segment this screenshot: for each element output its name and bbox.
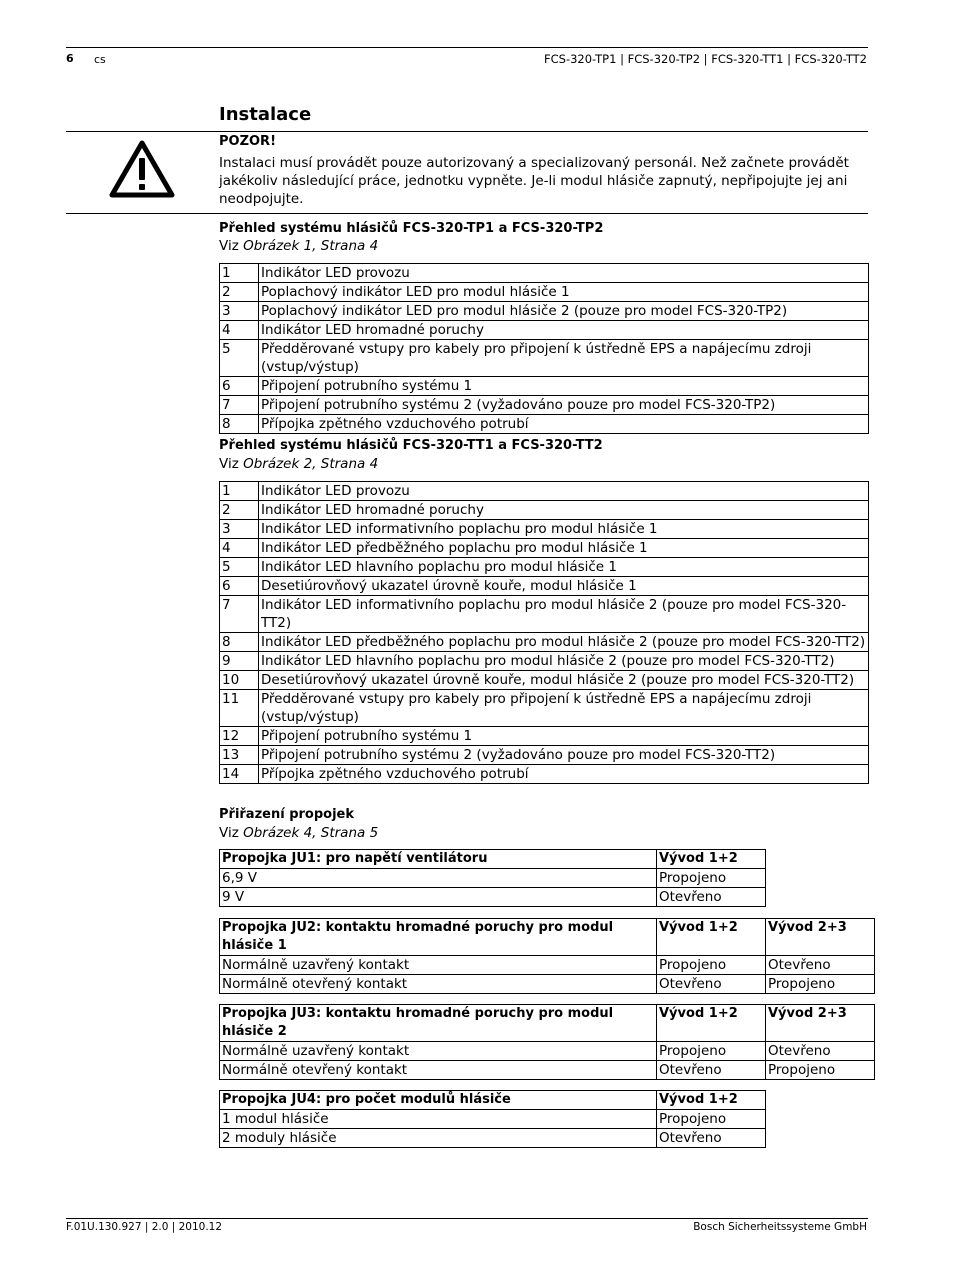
table-row — [220, 975, 875, 994]
item-number: 5 — [220, 558, 259, 577]
item-number: 9 — [220, 652, 259, 671]
table-cell: Propojeno — [657, 1042, 766, 1061]
table-header-row — [220, 1091, 766, 1110]
item-description: Přípojka zpětného vzduchového potrubí — [259, 415, 869, 434]
table-cell: Otevřeno — [657, 1061, 766, 1080]
table-row — [220, 869, 766, 888]
table-cell: 9 V — [220, 888, 657, 907]
table-row — [220, 1129, 766, 1148]
column-header: Propojka JU4: pro počet modulů hlásiče — [220, 1091, 657, 1110]
table-row — [220, 415, 869, 434]
item-description: Připojení potrubního systému 1 — [259, 377, 869, 396]
warning-top-rule — [66, 131, 868, 132]
table-row — [220, 888, 766, 907]
item-description: Indikátor LED informativního poplachu pro modul hlásiče 2 (pouze pro model FCS-320-TT2) — [259, 596, 869, 633]
item-description: Připojení potrubního systému 2 (vyžadováno pouze pro model FCS-320-TP2) — [259, 396, 869, 415]
item-number: 4 — [220, 539, 259, 558]
column-header: Vývod 1+2 — [657, 1005, 766, 1042]
table-cell: Otevřeno — [657, 888, 766, 907]
table-row — [220, 558, 869, 577]
item-description: Připojení potrubního systému 1 — [259, 727, 869, 746]
footer-rule — [66, 1218, 868, 1219]
table-row — [220, 501, 869, 520]
item-description: Indikátor LED předběžného poplachu pro modul hlásiče 1 — [259, 539, 869, 558]
header-rule — [66, 47, 868, 48]
item-number: 11 — [220, 690, 259, 727]
table-cell: Otevřeno — [766, 1042, 875, 1061]
item-number: 5 — [220, 340, 259, 377]
table-row — [220, 671, 869, 690]
table-row — [220, 377, 869, 396]
table-row — [220, 746, 869, 765]
footer-company: Bosch Sicherheitssysteme GmbH — [693, 1221, 867, 1233]
table-row — [220, 727, 869, 746]
column-header: Vývod 1+2 — [657, 1091, 766, 1110]
language-code: cs — [94, 53, 106, 66]
table-row — [220, 520, 869, 539]
table-row — [220, 340, 869, 377]
warning-heading: POZOR! — [219, 134, 276, 149]
item-number: 3 — [220, 302, 259, 321]
column-header: Vývod 1+2 — [657, 850, 766, 869]
table-row — [220, 1042, 875, 1061]
table-row — [220, 652, 869, 671]
item-number: 8 — [220, 415, 259, 434]
item-description: Indikátor LED hlavního poplachu pro modul hlásiče 2 (pouze pro model FCS-320-TT2) — [259, 652, 869, 671]
column-header: Vývod 2+3 — [766, 919, 875, 956]
table-cell: Normálně uzavřený kontakt — [220, 956, 657, 975]
table-row — [220, 765, 869, 784]
item-description: Předděrované vstupy pro kabely pro připojení k ústředně EPS a napájecímu zdroji (vstup/výstup) — [259, 340, 869, 377]
section-tp-title: Přehled systému hlásičů FCS-320-TP1 a FCS-320-TP2 — [219, 221, 604, 236]
table-row — [220, 1061, 875, 1080]
table-header-row — [220, 1005, 875, 1042]
item-number: 4 — [220, 321, 259, 340]
section-jumpers-reference: Viz Obrázek 4, Strana 5 — [219, 825, 379, 841]
item-number: 6 — [220, 377, 259, 396]
page-title: Instalace — [219, 104, 312, 125]
item-description: Indikátor LED provozu — [259, 264, 869, 283]
item-description: Poplachový indikátor LED pro modul hlásiče 2 (pouze pro model FCS-320-TP2) — [259, 302, 869, 321]
table-row — [220, 321, 869, 340]
tp-components-table — [219, 263, 869, 434]
table-cell: Otevřeno — [657, 1129, 766, 1148]
item-description: Indikátor LED hromadné poruchy — [259, 501, 869, 520]
item-number: 8 — [220, 633, 259, 652]
table-row — [220, 577, 869, 596]
footer-document-id: F.01U.130.927 | 2.0 | 2010.12 — [66, 1221, 223, 1233]
item-number: 6 — [220, 577, 259, 596]
item-description: Desetiúrovňový ukazatel úrovně kouře, modul hlásiče 1 — [259, 577, 869, 596]
header-models: FCS-320-TP1 | FCS-320-TP2 | FCS-320-TT1 | FCS-320-TT2 — [544, 52, 867, 66]
table-header-row — [220, 919, 875, 956]
item-description: Indikátor LED hlavního poplachu pro modul hlásiče 1 — [259, 558, 869, 577]
jumper-ju4-table — [219, 1090, 766, 1148]
section-jumpers-title: Přiřazení propojek — [219, 807, 355, 822]
item-description: Předděrované vstupy pro kabely pro připojení k ústředně EPS a napájecímu zdroji (vstup/výstup) — [259, 690, 869, 727]
table-row — [220, 302, 869, 321]
table-cell: Propojeno — [657, 869, 766, 888]
item-description: Přípojka zpětného vzduchového potrubí — [259, 765, 869, 784]
jumper-ju1-table — [219, 849, 766, 907]
tt-components-table — [219, 481, 869, 784]
table-row — [220, 482, 869, 501]
table-row — [220, 264, 869, 283]
item-description: Desetiúrovňový ukazatel úrovně kouře, modul hlásiče 2 (pouze pro model FCS-320-TT2) — [259, 671, 869, 690]
table-cell: Normálně uzavřený kontakt — [220, 1042, 657, 1061]
table-row — [220, 283, 869, 302]
warning-triangle-icon — [108, 138, 176, 200]
section-tt-title: Přehled systému hlásičů FCS-320-TT1 a FCS-320-TT2 — [219, 438, 603, 453]
item-number: 7 — [220, 596, 259, 633]
table-cell: Propojeno — [766, 975, 875, 994]
table-header-row — [220, 850, 766, 869]
table-row — [220, 1110, 766, 1129]
table-cell: Normálně otevřený kontakt — [220, 975, 657, 994]
table-cell: Otevřeno — [657, 975, 766, 994]
jumper-ju2-table — [219, 918, 875, 994]
table-row — [220, 596, 869, 633]
table-row — [220, 956, 875, 975]
item-number: 14 — [220, 765, 259, 784]
item-number: 2 — [220, 501, 259, 520]
warning-text: Instalaci musí provádět pouze autorizovaný a specializovaný personál. Než začnete provádět jakékoliv následující práce, jednotku vypněte. Je-li modul hlásiče zapnutý, nepřipojujte jej ani neodpojujte. — [219, 155, 849, 207]
column-header: Propojka JU3: kontaktu hromadné poruchy pro modul hlásiče 2 — [220, 1005, 657, 1042]
warning-bottom-rule — [66, 213, 868, 214]
item-description: Indikátor LED předběžného poplachu pro modul hlásiče 2 (pouze pro model FCS-320-TT2) — [259, 633, 869, 652]
table-cell: Normálně otevřený kontakt — [220, 1061, 657, 1080]
item-number: 13 — [220, 746, 259, 765]
table-cell: 6,9 V — [220, 869, 657, 888]
column-header: Vývod 2+3 — [766, 1005, 875, 1042]
table-cell: Propojeno — [657, 956, 766, 975]
item-description: Indikátor LED hromadné poruchy — [259, 321, 869, 340]
item-number: 10 — [220, 671, 259, 690]
item-description: Indikátor LED provozu — [259, 482, 869, 501]
item-number: 1 — [220, 264, 259, 283]
item-number: 1 — [220, 482, 259, 501]
column-header: Vývod 1+2 — [657, 919, 766, 956]
column-header: Propojka JU2: kontaktu hromadné poruchy pro modul hlásiče 1 — [220, 919, 657, 956]
item-number: 2 — [220, 283, 259, 302]
page-number: 6 — [66, 52, 74, 65]
jumper-ju3-table — [219, 1004, 875, 1080]
table-cell: 1 modul hlásiče — [220, 1110, 657, 1129]
section-tp-reference: Viz Obrázek 1, Strana 4 — [219, 238, 379, 254]
table-row — [220, 539, 869, 558]
item-description: Poplachový indikátor LED pro modul hlásiče 1 — [259, 283, 869, 302]
item-number: 12 — [220, 727, 259, 746]
table-cell: Propojeno — [657, 1110, 766, 1129]
item-number: 3 — [220, 520, 259, 539]
table-row — [220, 690, 869, 727]
table-cell: Propojeno — [766, 1061, 875, 1080]
section-tt-reference: Viz Obrázek 2, Strana 4 — [219, 456, 379, 472]
table-cell: Otevřeno — [766, 956, 875, 975]
item-description: Připojení potrubního systému 2 (vyžadováno pouze pro model FCS-320-TT2) — [259, 746, 869, 765]
table-row — [220, 396, 869, 415]
table-cell: 2 moduly hlásiče — [220, 1129, 657, 1148]
column-header: Propojka JU1: pro napětí ventilátoru — [220, 850, 657, 869]
item-description: Indikátor LED informativního poplachu pro modul hlásiče 1 — [259, 520, 869, 539]
item-number: 7 — [220, 396, 259, 415]
table-row — [220, 633, 869, 652]
